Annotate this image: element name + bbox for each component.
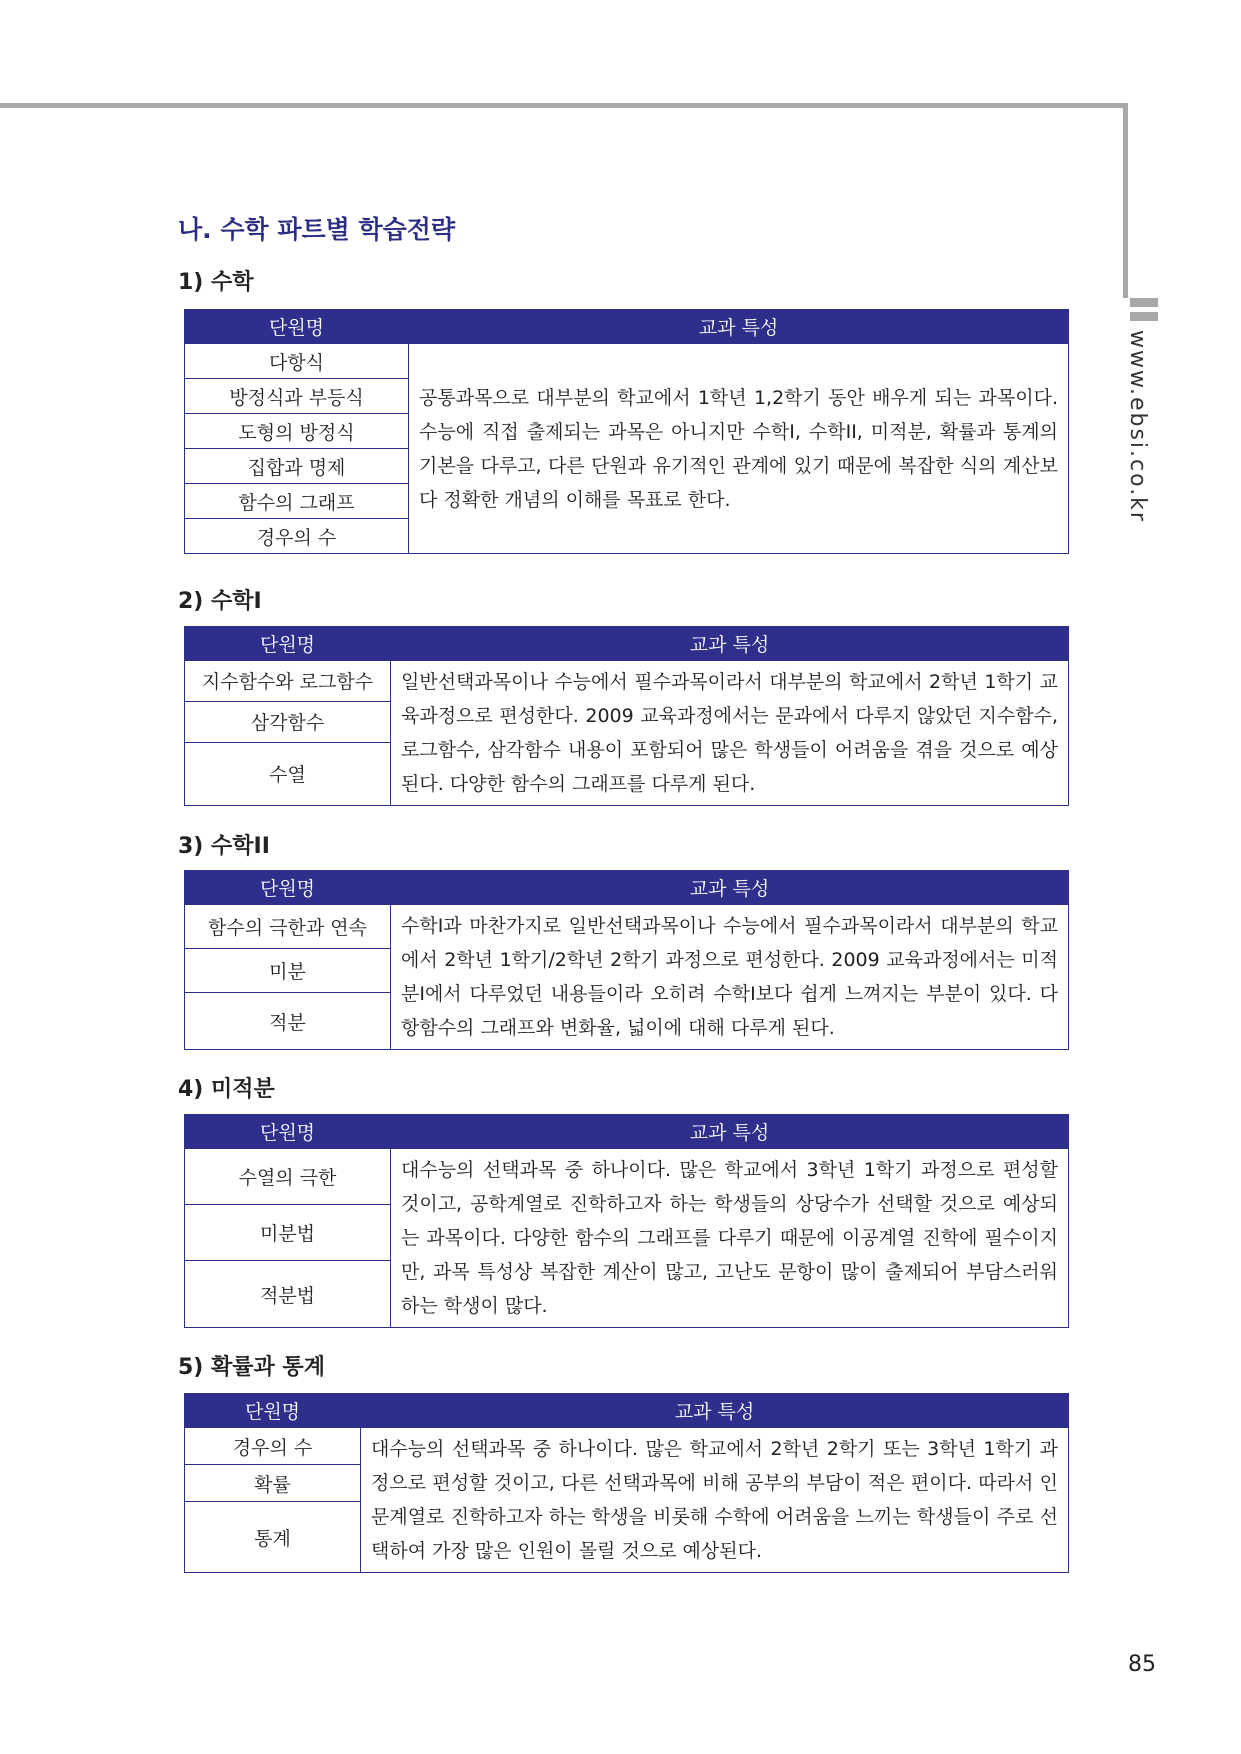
unit-cell: 다항식 bbox=[185, 344, 409, 379]
subject-heading: 3) 수학II bbox=[178, 834, 270, 859]
subject-heading: 5) 확률과 통계 bbox=[178, 1355, 325, 1380]
unit-cell: 적분 bbox=[185, 993, 391, 1050]
column-header-desc: 교과 특성 bbox=[361, 1394, 1069, 1428]
unit-cell: 통계 bbox=[185, 1502, 361, 1573]
section-title: 나. 수학 파트별 학습전략 bbox=[178, 215, 456, 244]
column-header-unit: 단원명 bbox=[185, 1115, 391, 1149]
page-number: 85 bbox=[1128, 1652, 1156, 1677]
unit-cell: 확률 bbox=[185, 1465, 361, 1502]
description-cell: 대수능의 선택과목 중 하나이다. 많은 학교에서 3학년 1학기 과정으로 편성할 것이고, 공학계열로 진학하고자 하는 학생들의 상당수가 선택할 것으로 예상되는 과목이다. 다양한 함수의 그래프를 다루기 때문에 이공계열 진학에 필수이지만, 과목 특성상 복잡한 계산이 많고, 고난도 문항이 많이 출제되어 부담스러워하는 학생이 많다. bbox=[391, 1149, 1069, 1328]
unit-cell: 경우의 수 bbox=[185, 1428, 361, 1465]
column-header-unit: 단원명 bbox=[185, 1394, 361, 1428]
page-frame-tab-mark bbox=[1130, 312, 1158, 321]
subject-table-probability bbox=[184, 1393, 1069, 1573]
unit-cell: 함수의 극한과 연속 bbox=[185, 905, 391, 949]
page-frame-tab-mark bbox=[1130, 298, 1158, 307]
unit-cell: 수열의 극한 bbox=[185, 1149, 391, 1205]
subject-table-calculus bbox=[184, 1114, 1069, 1328]
column-header-desc: 교과 특성 bbox=[391, 871, 1069, 905]
subject-table-math bbox=[184, 309, 1069, 554]
column-header-unit: 단원명 bbox=[185, 871, 391, 905]
subject-table-math1 bbox=[184, 626, 1069, 806]
description-cell: 대수능의 선택과목 중 하나이다. 많은 학교에서 2학년 2학기 또는 3학년 1학기 과정으로 편성할 것이고, 다른 선택과목에 비해 공부의 부담이 적은 편이다. 따라서 인문계열로 진학하고자 하는 학생을 비롯해 수학에 어려움을 느끼는 학생들이 주로 선택하여 가장 많은 인원이 몰릴 것으로 예상된다. bbox=[361, 1428, 1069, 1573]
unit-cell: 함수의 그래프 bbox=[185, 484, 409, 519]
unit-cell: 적분법 bbox=[185, 1261, 391, 1328]
subject-heading: 4) 미적분 bbox=[178, 1077, 275, 1102]
column-header-desc: 교과 특성 bbox=[391, 627, 1069, 661]
unit-cell: 미분 bbox=[185, 949, 391, 993]
unit-cell: 방정식과 부등식 bbox=[185, 379, 409, 414]
subject-heading: 1) 수학 bbox=[178, 270, 254, 295]
unit-cell: 도형의 방정식 bbox=[185, 414, 409, 449]
page-frame-top-line bbox=[0, 103, 1128, 108]
column-header-desc: 교과 특성 bbox=[391, 1115, 1069, 1149]
description-cell: 공통과목으로 대부분의 학교에서 1학년 1,2학기 동안 배우게 되는 과목이다. 수능에 직접 출제되는 과목은 아니지만 수학I, 수학II, 미적분, 확률과 통계의 기본을 다루고, 다른 단원과 유기적인 관계에 있기 때문에 복잡한 식의 계산보다 정확한 개념의 이해를 목표로 한다. bbox=[409, 344, 1069, 554]
side-url: www.ebsi.co.kr bbox=[1125, 330, 1150, 523]
column-header-unit: 단원명 bbox=[185, 310, 409, 344]
subject-heading: 2) 수학I bbox=[178, 589, 262, 614]
unit-cell: 삼각함수 bbox=[185, 701, 391, 742]
unit-cell: 경우의 수 bbox=[185, 519, 409, 554]
unit-cell: 지수함수와 로그함수 bbox=[185, 661, 391, 702]
description-cell: 일반선택과목이나 수능에서 필수과목이라서 대부분의 학교에서 2학년 1학기 교육과정으로 편성한다. 2009 교육과정에서는 문과에서 다루지 않았던 지수함수, 로그함수, 삼각함수 내용이 포함되어 많은 학생들이 어려움을 겪을 것으로 예상된다. 다양한 함수의 그래프를 다루게 된다. bbox=[391, 661, 1069, 806]
subject-table-math2 bbox=[184, 870, 1069, 1050]
column-header-desc: 교과 특성 bbox=[409, 310, 1069, 344]
unit-cell: 미분법 bbox=[185, 1205, 391, 1261]
column-header-unit: 단원명 bbox=[185, 627, 391, 661]
unit-cell: 집합과 명제 bbox=[185, 449, 409, 484]
page-frame-right-line bbox=[1123, 103, 1128, 298]
description-cell: 수학I과 마찬가지로 일반선택과목이나 수능에서 필수과목이라서 대부분의 학교에서 2학년 1학기/2학년 2학기 과정으로 편성한다. 2009 교육과정에서는 미적분I에서 다루었던 내용들이라 오히려 수학I보다 쉽게 느껴지는 부분이 있다. 다항함수의 그래프와 변화율, 넓이에 대해 다루게 된다. bbox=[391, 905, 1069, 1050]
unit-cell: 수열 bbox=[185, 742, 391, 805]
